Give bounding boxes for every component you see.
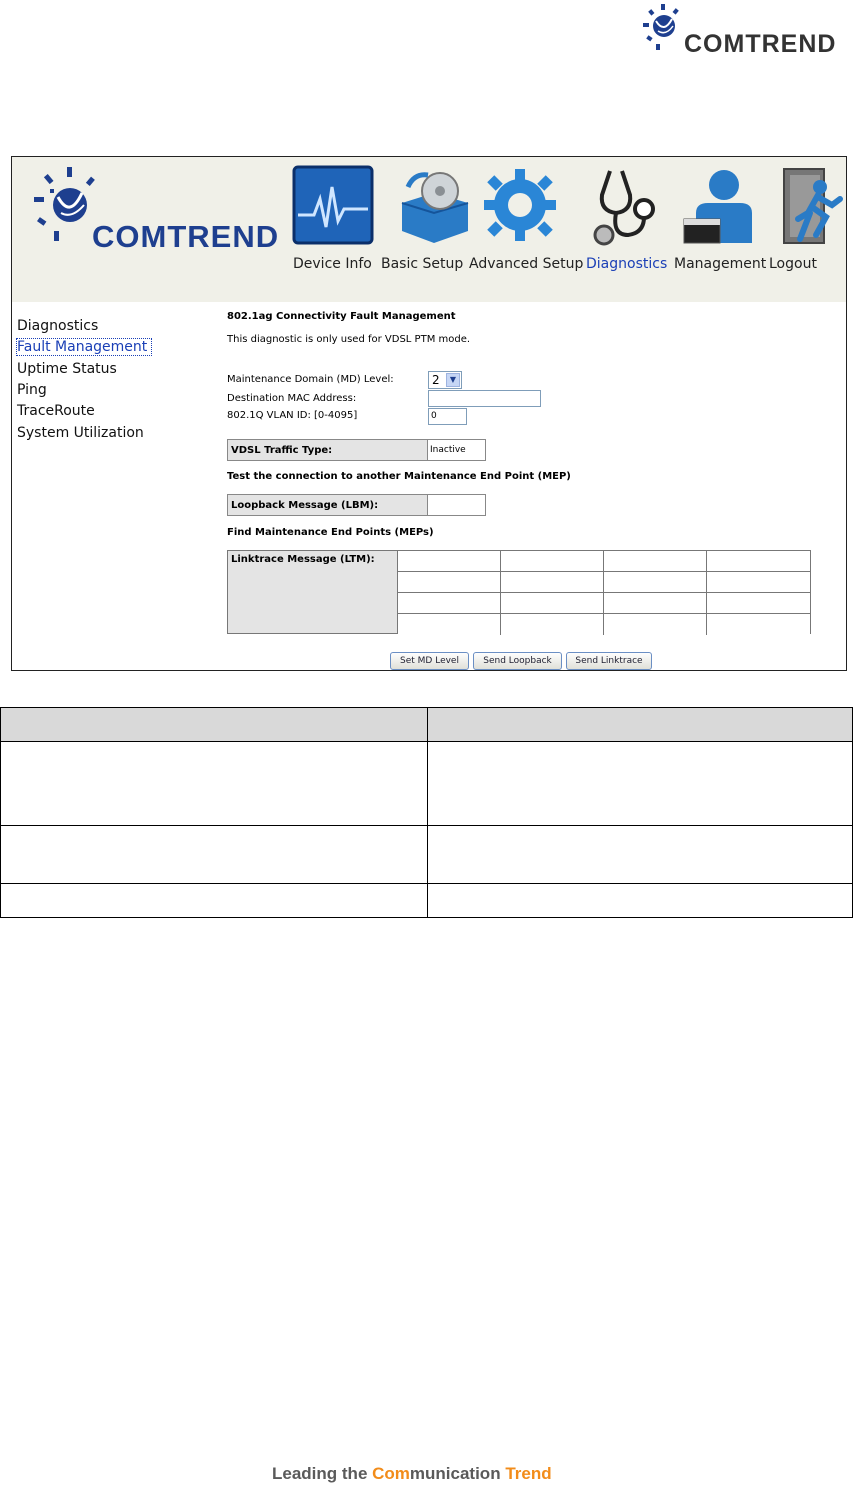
- nav-diagnostics[interactable]: Diagnostics: [586, 256, 668, 272]
- router-header: [12, 157, 846, 302]
- ltm-cell: [707, 572, 810, 593]
- basic-setup-icon[interactable]: [394, 165, 476, 247]
- table-cell: [1, 742, 428, 826]
- page-title: 802.1ag Connectivity Fault Management: [227, 311, 456, 322]
- description-table: [0, 707, 853, 918]
- vlan-id-label: 802.1Q VLAN ID: [0-4095]: [227, 410, 358, 421]
- stethoscope-icon[interactable]: [582, 165, 664, 247]
- ltm-cell: [604, 572, 707, 593]
- page-description: This diagnostic is only used for VDSL PTM mode.: [227, 334, 471, 345]
- nav-advanced-setup[interactable]: Advanced Setup: [469, 256, 584, 272]
- md-level-select[interactable]: [428, 371, 462, 389]
- sidebar-item-diagnostics[interactable]: Diagnostics: [17, 318, 99, 334]
- ltm-table: [227, 550, 811, 634]
- nav-device-info[interactable]: Device Info: [293, 256, 372, 272]
- ltm-cell: [501, 551, 604, 572]
- table-header: [428, 708, 853, 742]
- set-md-level-button[interactable]: Set MD Level: [390, 652, 469, 670]
- ltm-cell: [398, 572, 501, 593]
- sidebar: [12, 302, 178, 671]
- header-logo-text: COMTREND: [92, 219, 280, 254]
- table-cell: [1, 826, 428, 884]
- lbm-label: Loopback Message (LBM):: [228, 495, 428, 516]
- vlan-id-input[interactable]: 0: [428, 408, 467, 425]
- sidebar-item-traceroute[interactable]: TraceRoute: [17, 403, 95, 419]
- router-ui-frame: [11, 156, 847, 671]
- ltm-cell: [604, 551, 707, 572]
- footer-accent-a: Com: [372, 1464, 410, 1483]
- page-logo: [636, 4, 846, 60]
- ltm-cell: [707, 593, 810, 614]
- device-info-icon[interactable]: [292, 165, 374, 247]
- page-logo-text: COMTREND: [684, 30, 837, 58]
- main-content: [178, 302, 846, 671]
- nav-basic-setup[interactable]: Basic Setup: [381, 256, 464, 272]
- sidebar-item-fault-management[interactable]: Fault Management: [17, 339, 151, 355]
- table-cell: [1, 884, 428, 918]
- sidebar-item-system-utilization[interactable]: System Utilization: [17, 425, 144, 441]
- table-header: [1, 708, 428, 742]
- vdsl-traffic-table: [227, 439, 486, 461]
- comtrend-sunburst-icon: [636, 4, 688, 60]
- footer-middle: munication: [409, 1464, 506, 1483]
- comtrend-header-logo-icon: [22, 161, 100, 251]
- footer-prefix: Leading the: [272, 1464, 373, 1483]
- ltm-cell: [604, 614, 707, 635]
- table-cell: [428, 742, 853, 826]
- ltm-label: Linktrace Message (LTM):: [228, 551, 398, 633]
- footer-accent-b: Trend: [505, 1464, 552, 1483]
- nav-logout[interactable]: Logout: [769, 256, 817, 272]
- lbm-value: [428, 495, 486, 516]
- management-icon[interactable]: [680, 165, 762, 247]
- dest-mac-label: Destination MAC Address:: [227, 393, 357, 404]
- ltm-cell: [501, 614, 604, 635]
- ltm-cell: [604, 593, 707, 614]
- vdsl-traffic-value: Inactive: [428, 440, 486, 461]
- mep-test-heading: Test the connection to another Maintenance End Point (MEP): [227, 471, 571, 482]
- advanced-setup-icon[interactable]: [480, 165, 562, 247]
- chevron-down-icon: ▼: [446, 373, 460, 387]
- table-cell: [428, 826, 853, 884]
- ltm-cell: [501, 593, 604, 614]
- ltm-cell: [398, 593, 501, 614]
- ltm-cell: [707, 614, 810, 635]
- md-level-value: 2: [432, 373, 440, 387]
- find-meps-heading: Find Maintenance End Points (MEPs): [227, 527, 434, 538]
- footer-tagline: [272, 1464, 552, 1484]
- dest-mac-input[interactable]: [428, 390, 541, 407]
- send-linktrace-button[interactable]: Send Linktrace: [566, 652, 652, 670]
- md-level-label: Maintenance Domain (MD) Level:: [227, 374, 394, 385]
- logout-icon[interactable]: [770, 165, 847, 247]
- sidebar-item-ping[interactable]: Ping: [17, 382, 47, 398]
- table-cell: [428, 884, 853, 918]
- ltm-cell: [398, 551, 501, 572]
- sidebar-item-uptime-status[interactable]: Uptime Status: [17, 361, 117, 377]
- vdsl-traffic-label: VDSL Traffic Type:: [228, 440, 428, 461]
- send-loopback-button[interactable]: Send Loopback: [473, 652, 562, 670]
- nav-management[interactable]: Management: [674, 256, 767, 272]
- ltm-cell: [398, 614, 501, 635]
- ltm-cell: [707, 551, 810, 572]
- ltm-cell: [501, 572, 604, 593]
- lbm-table: [227, 494, 486, 516]
